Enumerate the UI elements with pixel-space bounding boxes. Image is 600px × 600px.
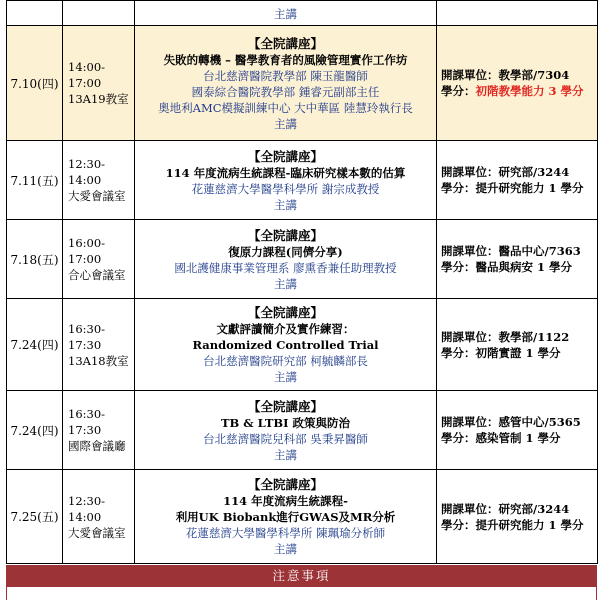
topic-cell xyxy=(135,26,437,141)
speaker: 國泰綜合醫院教學部 鍾睿元副部主任 xyxy=(191,84,380,99)
schedule-sheet xyxy=(6,0,597,564)
host-label: 主講 xyxy=(274,116,297,131)
course-unit: 開課單位：醫品中心/7363 xyxy=(441,244,581,258)
credit-label: 學分： xyxy=(441,181,476,195)
info-cell xyxy=(437,26,598,141)
session-room: 大愛會議室 xyxy=(68,189,126,203)
session-room: 13A19教室 xyxy=(68,92,129,106)
speaker: 台北慈濟醫院兒科部 吳秉昇醫師 xyxy=(203,431,368,446)
time-cell xyxy=(63,391,135,470)
credit-value: 提升研究能力 1 學分 xyxy=(475,517,584,532)
course-unit: 開課單位：教學部/7304 xyxy=(441,68,570,82)
speaker: 奧地利AMC模擬訓練中心 大中華區 陸慧玲執行長 xyxy=(158,100,413,115)
time-cell xyxy=(63,470,135,564)
host-label: 主講 xyxy=(274,7,297,21)
lecture-type: 【全院講座】 xyxy=(247,477,323,492)
lecture-title: 114 年度流病生統課程- xyxy=(223,494,348,508)
credit-label: 學分： xyxy=(441,84,476,98)
table-row xyxy=(7,26,598,141)
lecture-title: TB & LTBI 政策與防治 xyxy=(221,415,350,430)
time-cell xyxy=(63,299,135,391)
topic-cell xyxy=(135,470,437,564)
lecture-type: 【全院講座】 xyxy=(247,398,323,414)
session-time: 12:30-14:00 xyxy=(68,493,106,524)
topic-cell xyxy=(135,299,437,391)
session-time: 16:30-17:30 xyxy=(68,321,106,352)
lecture-type: 【全院講座】 xyxy=(247,148,323,164)
lecture-title: Randomized Controlled Trial xyxy=(192,338,379,352)
lecture-title: 文獻評讀簡介及實作練習： xyxy=(216,322,355,336)
table-row xyxy=(7,141,598,220)
lecture-type: 【全院講座】 xyxy=(247,227,323,243)
topic-cell xyxy=(135,1,437,26)
session-time: 16:00-17:00 xyxy=(68,236,106,266)
lecture-type: 【全院講座】 xyxy=(247,305,323,320)
info-cell xyxy=(437,470,598,564)
session-room: 大愛會議室 xyxy=(68,525,126,540)
credit-value: 初階教學能力 3 學分 xyxy=(475,84,584,98)
course-unit: 開課單位：研究部/3244 xyxy=(441,501,570,516)
notice-body xyxy=(6,587,597,600)
session-room: 合心會議室 xyxy=(68,268,126,282)
speaker: 花蓮慈濟大學醫學科學所 謝宗成教授 xyxy=(191,181,380,196)
notice-title: 注意事項 xyxy=(272,568,331,583)
credit-value: 初階實證 1 學分 xyxy=(475,345,561,360)
course-unit: 開課單位：教學部/1122 xyxy=(441,329,570,344)
speaker: 花蓮慈濟大學醫學科學所 陳珮瑜分析師 xyxy=(185,526,386,540)
lecture-title: 114 年度流病生統課程-臨床研究樣本數的估算 xyxy=(165,165,406,180)
time-cell xyxy=(63,141,135,220)
credit-label: 學分： xyxy=(441,260,476,274)
time-cell xyxy=(63,1,135,26)
info-cell xyxy=(437,141,598,220)
speaker: 台北慈濟醫院教學部 陳玉龍醫師 xyxy=(203,68,368,83)
topic-cell xyxy=(135,220,437,299)
lecture-title: 失敗的轉機 – 醫學教育者的風險管理實作工作坊 xyxy=(163,52,408,67)
table-row xyxy=(7,391,598,470)
date-cell: 7.24(四) xyxy=(7,391,63,470)
session-time: 12:30-14:00 xyxy=(68,157,106,187)
table-row xyxy=(7,220,598,299)
lecture-title: 利用UK Biobank進行GWAS及MR分析 xyxy=(175,510,396,524)
info-cell xyxy=(437,220,598,299)
schedule-table xyxy=(6,0,598,564)
session-time: 14:00-17:00 xyxy=(68,60,106,90)
date-cell: 7.24(四) xyxy=(7,299,63,391)
table-row xyxy=(7,299,598,391)
date-cell: 7.11(五) xyxy=(7,141,63,220)
date-cell xyxy=(7,1,63,26)
credit-value: 提升研究能力 1 學分 xyxy=(475,181,584,195)
info-cell xyxy=(437,299,598,391)
table-row xyxy=(7,470,598,564)
date-cell: 7.18(五) xyxy=(7,220,63,299)
credit-label: 學分： xyxy=(441,431,476,445)
credit-value: 感染管制 1 學分 xyxy=(475,431,561,445)
host-label: 主講 xyxy=(274,542,297,556)
speaker: 台北慈濟醫院研究部 柯毓麟部長 xyxy=(203,354,368,368)
credit-value: 醫品與病安 1 學分 xyxy=(475,260,573,274)
info-cell xyxy=(437,391,598,470)
lecture-title: 復原力課程(同儕分享) xyxy=(228,244,343,259)
time-cell xyxy=(63,26,135,141)
topic-cell xyxy=(135,141,437,220)
host-label: 主講 xyxy=(274,276,297,291)
host-label: 主講 xyxy=(274,370,297,384)
session-room: 國際會議廳 xyxy=(68,439,126,453)
session-time: 16:30-17:30 xyxy=(68,407,106,437)
session-room: 13A18教室 xyxy=(68,353,129,368)
table-row-partial xyxy=(7,1,598,26)
host-label: 主講 xyxy=(274,447,297,462)
notice-bar xyxy=(6,565,597,587)
course-unit: 開課單位：感管中心/5365 xyxy=(441,415,581,429)
speaker: 國北護健康事業管理系 廖熏香兼任助理教授 xyxy=(174,260,397,275)
host-label: 主講 xyxy=(274,197,297,212)
credit-label: 學分： xyxy=(441,345,476,360)
credit-label: 學分： xyxy=(441,517,476,532)
topic-cell xyxy=(135,391,437,470)
date-cell: 7.25(五) xyxy=(7,470,63,564)
date-cell: 7.10(四) xyxy=(7,26,63,141)
time-cell xyxy=(63,220,135,299)
lecture-type: 【全院講座】 xyxy=(247,35,323,51)
course-unit: 開課單位：研究部/3244 xyxy=(441,165,570,179)
info-cell xyxy=(437,1,598,26)
